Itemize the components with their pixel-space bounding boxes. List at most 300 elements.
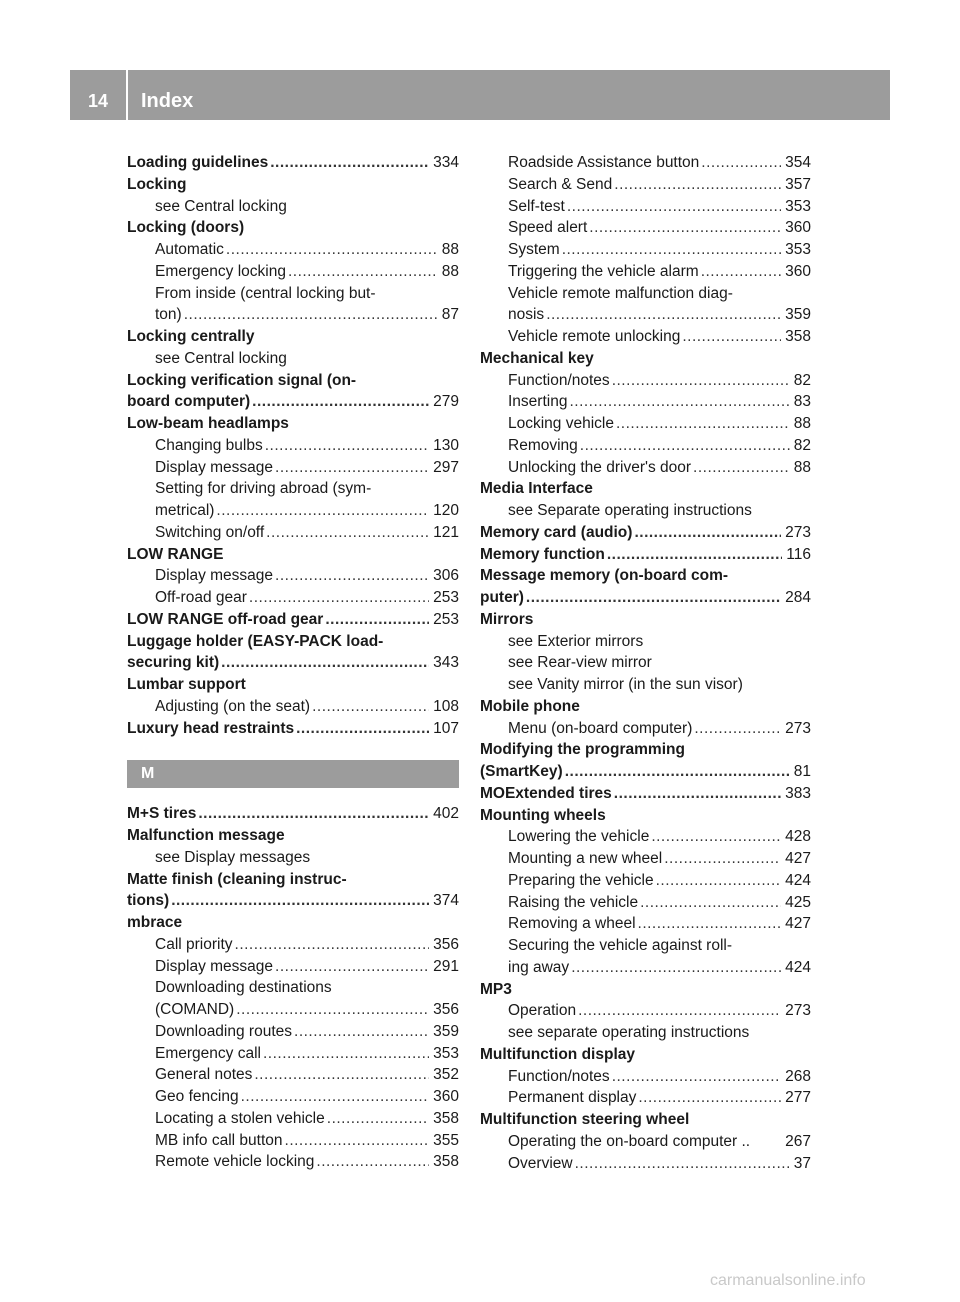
entry-text: LOW RANGE off-road gear bbox=[127, 610, 324, 628]
index-subentry bbox=[127, 565, 459, 587]
page-ref: 360 bbox=[433, 1088, 459, 1105]
index-subentry bbox=[127, 934, 459, 956]
leader-dots bbox=[184, 304, 438, 326]
page-header bbox=[70, 70, 890, 120]
leader-dots bbox=[254, 1064, 429, 1086]
leader-dots bbox=[651, 826, 781, 848]
page-ref: 253 bbox=[433, 610, 459, 628]
page-ref: 374 bbox=[433, 892, 459, 910]
index-entry bbox=[127, 652, 459, 674]
page-ref: 354 bbox=[785, 154, 811, 171]
index-subentry bbox=[480, 1000, 811, 1022]
index-subentry bbox=[127, 500, 459, 522]
page-ref: 356 bbox=[433, 935, 459, 953]
entry-text: see Display messages bbox=[155, 848, 311, 866]
index-subentry bbox=[480, 1022, 811, 1044]
entry-text: Display message bbox=[155, 957, 274, 975]
entry-text: Mobile phone bbox=[480, 697, 580, 715]
index-subentry bbox=[127, 196, 459, 218]
entry-text: Display message bbox=[155, 458, 274, 476]
entry-text: metrical) bbox=[155, 502, 215, 519]
page-ref: 353 bbox=[785, 197, 811, 215]
page-ref: 356 bbox=[433, 1001, 459, 1018]
entry-text: Vehicle remote unlocking bbox=[508, 328, 681, 345]
leader-dots bbox=[612, 370, 790, 392]
leader-dots bbox=[316, 1151, 429, 1173]
index-subentry bbox=[127, 1151, 459, 1173]
index-subentry bbox=[127, 261, 459, 283]
entry-text: Mechanical key bbox=[480, 349, 594, 367]
entry-text: see Central locking bbox=[155, 197, 287, 215]
index-subentry bbox=[127, 1043, 459, 1065]
entry-text: Speed alert bbox=[508, 219, 588, 237]
leader-dots bbox=[288, 261, 438, 283]
entry-text: Inserting bbox=[508, 393, 568, 411]
entry-text: Emergency call bbox=[155, 1044, 261, 1062]
leader-dots bbox=[221, 652, 429, 674]
entry-text: Geo fencing bbox=[155, 1088, 239, 1105]
entry-text: Removing a wheel bbox=[508, 915, 636, 933]
leader-dots bbox=[275, 956, 429, 978]
entry-text: Function/notes bbox=[508, 1067, 610, 1085]
entry-text: Triggering the vehicle alarm bbox=[508, 262, 699, 280]
leader-dots bbox=[701, 152, 781, 174]
index-subentry bbox=[127, 304, 459, 326]
index-subentry bbox=[480, 935, 811, 957]
entry-text: Operation bbox=[508, 1002, 577, 1020]
entry-text: General notes bbox=[155, 1066, 253, 1084]
page-ref: 273 bbox=[785, 719, 811, 737]
page-ref: 357 bbox=[785, 175, 811, 193]
index-entry bbox=[480, 522, 811, 544]
index-entry bbox=[480, 1109, 811, 1131]
index-entry bbox=[480, 805, 811, 827]
entry-text: MB info call button bbox=[155, 1131, 283, 1149]
leader-dots bbox=[198, 803, 429, 825]
page-ref: 120 bbox=[433, 502, 459, 519]
page-ref: 428 bbox=[785, 828, 811, 846]
page-ref: 297 bbox=[433, 458, 459, 476]
entry-text: Modifying the programming bbox=[480, 741, 685, 759]
index-list-l bbox=[127, 152, 459, 739]
index-subentry bbox=[480, 261, 811, 283]
leader-dots bbox=[546, 304, 781, 326]
leader-dots bbox=[296, 718, 429, 740]
entry-text: Downloading destinations bbox=[155, 979, 332, 997]
entry-text: System bbox=[508, 241, 560, 258]
page-ref: 83 bbox=[793, 393, 811, 411]
page-ref: 88 bbox=[441, 241, 459, 258]
page-ref: 358 bbox=[433, 1109, 459, 1127]
page-ref: 279 bbox=[433, 393, 459, 411]
index-subentry bbox=[480, 674, 811, 696]
entry-text: Malfunction message bbox=[127, 827, 285, 844]
index-entry bbox=[127, 609, 459, 631]
page-ref: 427 bbox=[785, 915, 811, 933]
leader-dots bbox=[682, 326, 781, 348]
index-subentry bbox=[127, 999, 459, 1021]
page-ref: 130 bbox=[433, 436, 459, 454]
leader-dots bbox=[694, 718, 781, 740]
entry-text: Mirrors bbox=[480, 610, 534, 628]
page-ref: 353 bbox=[433, 1044, 459, 1062]
leader-dots bbox=[216, 500, 429, 522]
index-entry bbox=[480, 348, 811, 370]
page-ref: 277 bbox=[785, 1089, 811, 1107]
index-subentry bbox=[480, 391, 811, 413]
index-entry bbox=[127, 217, 459, 239]
entry-text: ton) bbox=[155, 306, 182, 324]
page-ref: 87 bbox=[441, 306, 459, 324]
entry-text: Locking bbox=[127, 175, 187, 193]
leader-dots bbox=[266, 522, 429, 544]
entry-text: Lumbar support bbox=[127, 676, 246, 693]
index-subentry bbox=[480, 631, 811, 653]
entry-text: board computer) bbox=[127, 393, 251, 411]
index-entry bbox=[480, 565, 811, 587]
entry-text: Multifunction display bbox=[480, 1045, 635, 1063]
entry-text: Display message bbox=[155, 567, 274, 585]
page-ref: 267 bbox=[785, 1132, 811, 1150]
entry-text: Locking (doors) bbox=[127, 219, 245, 237]
entry-text: Overview bbox=[508, 1154, 573, 1172]
entry-text: see Rear-view mirror bbox=[508, 654, 652, 672]
page-ref: 355 bbox=[433, 1131, 459, 1149]
page-ref: 88 bbox=[793, 458, 811, 476]
index-subentry bbox=[127, 1108, 459, 1130]
index-subentry bbox=[480, 435, 811, 457]
index-subentry bbox=[127, 435, 459, 457]
index-entry bbox=[127, 890, 459, 912]
entry-text: Removing bbox=[508, 436, 578, 454]
index-entry bbox=[127, 370, 459, 392]
entry-text: LOW RANGE bbox=[127, 545, 224, 563]
entry-text: nosis bbox=[508, 306, 545, 324]
page-ref: 358 bbox=[433, 1153, 459, 1171]
page-ref: 424 bbox=[785, 871, 811, 889]
page-ref: 253 bbox=[433, 589, 459, 606]
page-ref: 88 bbox=[793, 415, 811, 432]
leader-dots bbox=[701, 261, 781, 283]
leader-dots bbox=[252, 391, 429, 413]
leader-dots bbox=[656, 870, 782, 892]
page-ref: 273 bbox=[785, 523, 811, 541]
leader-dots bbox=[562, 239, 781, 261]
entry-text: Emergency locking bbox=[155, 262, 286, 280]
page-ref: 121 bbox=[433, 523, 459, 541]
leader-dots bbox=[249, 587, 429, 609]
leader-dots bbox=[312, 696, 429, 718]
index-subentry bbox=[480, 957, 811, 979]
leader-dots bbox=[638, 1087, 781, 1109]
index-subentry bbox=[480, 1153, 811, 1175]
header-divider bbox=[126, 70, 128, 120]
entry-text: Function/notes bbox=[508, 371, 610, 389]
page-ref: 82 bbox=[793, 436, 811, 454]
index-subentry bbox=[127, 956, 459, 978]
entry-text: see Central locking bbox=[155, 349, 287, 367]
entry-text: Loading guidelines bbox=[127, 154, 269, 171]
index-subentry bbox=[480, 826, 811, 848]
entry-text: Locking vehicle bbox=[508, 415, 614, 432]
entry-text: mbrace bbox=[127, 914, 183, 931]
leader-dots bbox=[634, 522, 781, 544]
index-subentry bbox=[480, 196, 811, 218]
entry-text: see Separate operating instructions bbox=[508, 502, 752, 519]
leader-dots bbox=[664, 848, 781, 870]
entry-text: Lowering the vehicle bbox=[508, 828, 650, 846]
page-ref: 424 bbox=[785, 958, 811, 976]
index-column-right bbox=[480, 152, 811, 1174]
index-subentry bbox=[127, 1086, 459, 1108]
leader-dots bbox=[171, 890, 429, 912]
index-entry bbox=[127, 912, 459, 934]
leader-dots bbox=[327, 1108, 429, 1130]
index-subentry bbox=[127, 239, 459, 261]
index-entry bbox=[480, 761, 811, 783]
leader-dots bbox=[241, 1086, 430, 1108]
index-subentry bbox=[480, 1087, 811, 1109]
index-entry bbox=[480, 587, 811, 609]
page-number: 14 bbox=[87, 91, 109, 111]
index-subentry bbox=[480, 283, 811, 305]
entry-text: Multifunction steering wheel bbox=[480, 1111, 690, 1128]
page-ref: 402 bbox=[433, 805, 459, 823]
entry-text: puter) bbox=[480, 589, 524, 606]
index-subentry bbox=[127, 1130, 459, 1152]
entry-text: MP3 bbox=[480, 980, 512, 998]
leader-dots bbox=[263, 1043, 429, 1065]
page-ref: 359 bbox=[785, 306, 811, 324]
index-entry bbox=[480, 478, 811, 500]
leader-dots bbox=[616, 413, 790, 435]
page-ref: 334 bbox=[433, 154, 459, 171]
leader-dots bbox=[614, 783, 781, 805]
page-ref: 107 bbox=[433, 719, 459, 737]
entry-text: Vehicle remote malfunction diag- bbox=[508, 284, 733, 302]
leader-dots bbox=[693, 457, 790, 479]
leader-dots bbox=[571, 957, 781, 979]
index-subentry bbox=[127, 977, 459, 999]
index-subentry bbox=[127, 283, 459, 305]
leader-dots bbox=[575, 1153, 790, 1175]
index-entry bbox=[127, 825, 459, 847]
entry-text: securing kit) bbox=[127, 654, 220, 672]
leader-dots bbox=[265, 435, 429, 457]
page-ref: 427 bbox=[785, 850, 811, 867]
page-ref: 353 bbox=[785, 241, 811, 258]
index-subentry bbox=[480, 1131, 811, 1153]
index-entry bbox=[127, 326, 459, 348]
page-ref: 383 bbox=[785, 784, 811, 802]
index-subentry bbox=[480, 500, 811, 522]
leader-dots bbox=[275, 565, 429, 587]
entry-text: Locating a stolen vehicle bbox=[155, 1109, 325, 1127]
index-entry bbox=[480, 1044, 811, 1066]
entry-text: Memory function bbox=[480, 545, 605, 563]
index-subentry bbox=[480, 413, 811, 435]
entry-text: MOExtended tires bbox=[480, 784, 612, 802]
index-entry bbox=[480, 979, 811, 1001]
leader-dots bbox=[569, 391, 789, 413]
index-entry bbox=[127, 869, 459, 891]
page-ref: 37 bbox=[793, 1154, 811, 1172]
index-entry bbox=[480, 609, 811, 631]
entry-text: Locking centrally bbox=[127, 328, 255, 345]
entry-text: Off-road gear bbox=[155, 589, 247, 606]
section-header-m: M bbox=[127, 760, 459, 788]
leader-dots bbox=[294, 1021, 429, 1043]
page-ref: 358 bbox=[785, 328, 811, 345]
index-subentry bbox=[127, 847, 459, 869]
entry-text: M+S tires bbox=[127, 805, 197, 823]
page-ref: 343 bbox=[433, 654, 459, 672]
entry-text: Operating the on-board computer .. bbox=[508, 1132, 751, 1150]
entry-text: tions) bbox=[127, 892, 170, 910]
leader-dots bbox=[275, 457, 429, 479]
index-entry bbox=[480, 544, 811, 566]
entry-text: Automatic bbox=[155, 241, 224, 258]
index-subentry bbox=[480, 304, 811, 326]
index-subentry bbox=[480, 892, 811, 914]
index-subentry bbox=[480, 217, 811, 239]
page-ref: 425 bbox=[785, 893, 811, 911]
page-ref: 268 bbox=[785, 1067, 811, 1085]
index-entry bbox=[480, 783, 811, 805]
index-entry bbox=[127, 544, 459, 566]
index-subentry bbox=[127, 1021, 459, 1043]
leader-dots bbox=[270, 152, 429, 174]
entry-text: From inside (central locking but- bbox=[155, 284, 376, 302]
entry-text: see Exterior mirrors bbox=[508, 632, 644, 650]
leader-dots bbox=[285, 1130, 430, 1152]
index-subentry bbox=[480, 152, 811, 174]
entry-text: Mounting wheels bbox=[480, 806, 606, 824]
page-ref: 273 bbox=[785, 1002, 811, 1020]
leader-dots bbox=[638, 913, 782, 935]
entry-text: Switching on/off bbox=[155, 523, 265, 541]
page-ref: 360 bbox=[785, 262, 811, 280]
index-subentry bbox=[480, 870, 811, 892]
entry-text: Permanent display bbox=[508, 1089, 637, 1107]
page-ref: 82 bbox=[793, 371, 811, 389]
index-subentry bbox=[127, 457, 459, 479]
entry-text: Luggage holder (EASY-PACK load- bbox=[127, 632, 384, 650]
index-subentry bbox=[480, 848, 811, 870]
index-subentry bbox=[127, 348, 459, 370]
entry-text: Preparing the vehicle bbox=[508, 871, 654, 889]
index-list-m-continued bbox=[480, 152, 811, 1174]
index-subentry bbox=[480, 457, 811, 479]
leader-dots bbox=[567, 196, 781, 218]
index-subentry bbox=[127, 1064, 459, 1086]
index-entry bbox=[127, 174, 459, 196]
entry-text: Call priority bbox=[155, 935, 233, 953]
leader-dots bbox=[325, 609, 429, 631]
entry-text: Mounting a new wheel bbox=[508, 850, 663, 867]
index-entry bbox=[127, 718, 459, 740]
entry-text: Matte finish (cleaning instruc- bbox=[127, 870, 347, 888]
leader-dots bbox=[565, 761, 790, 783]
leader-dots bbox=[235, 934, 430, 956]
leader-dots bbox=[226, 239, 438, 261]
entry-text: Locking verification signal (on- bbox=[127, 371, 357, 389]
index-entry bbox=[480, 696, 811, 718]
page-ref: 359 bbox=[433, 1022, 459, 1040]
index-subentry bbox=[480, 174, 811, 196]
index-subentry bbox=[480, 718, 811, 740]
entry-text: Unlocking the driver's door bbox=[508, 458, 692, 476]
page-ref: 116 bbox=[786, 545, 811, 563]
index-column-left bbox=[127, 152, 459, 1173]
entry-text: Downloading routes bbox=[155, 1022, 293, 1040]
leader-dots bbox=[612, 1066, 781, 1088]
entry-text: Menu (on-board computer) bbox=[508, 719, 693, 737]
watermark: carmanualsonline.info bbox=[710, 1272, 866, 1289]
index-subentry bbox=[480, 326, 811, 348]
entry-text: (COMAND) bbox=[155, 1001, 235, 1018]
entry-text: Securing the vehicle against roll- bbox=[508, 937, 733, 954]
entry-text: Low-beam headlamps bbox=[127, 415, 289, 432]
index-entry bbox=[480, 739, 811, 761]
page-title: Index bbox=[141, 90, 194, 112]
index-subentry bbox=[480, 1066, 811, 1088]
index-entry bbox=[127, 152, 459, 174]
leader-dots bbox=[526, 587, 781, 609]
index-subentry bbox=[480, 652, 811, 674]
entry-text: see separate operating instructions bbox=[508, 1024, 750, 1041]
entry-text: ing away bbox=[508, 958, 570, 976]
entry-text: Raising the vehicle bbox=[508, 893, 639, 911]
page-ref: 352 bbox=[433, 1066, 459, 1084]
index-list-m bbox=[127, 803, 459, 1173]
index-subentry bbox=[480, 370, 811, 392]
index-entry bbox=[127, 803, 459, 825]
page-ref: 88 bbox=[441, 262, 459, 280]
entry-text: Roadside Assistance button bbox=[508, 154, 700, 171]
leader-dots bbox=[589, 217, 781, 239]
leader-dots bbox=[580, 435, 790, 457]
entry-text: Remote vehicle locking bbox=[155, 1153, 315, 1171]
leader-dots bbox=[614, 174, 781, 196]
index-subentry bbox=[127, 522, 459, 544]
index-entry bbox=[127, 631, 459, 653]
leader-dots bbox=[607, 544, 782, 566]
index-entry bbox=[127, 674, 459, 696]
entry-text: Search & Send bbox=[508, 175, 613, 193]
page-ref: 306 bbox=[433, 567, 459, 585]
page-ref: 108 bbox=[433, 697, 459, 715]
entry-text: Message memory (on-board com- bbox=[480, 567, 729, 585]
leader-dots bbox=[578, 1000, 781, 1022]
page-ref: 360 bbox=[785, 219, 811, 237]
entry-text: see Vanity mirror (in the sun visor) bbox=[508, 676, 743, 693]
index-entry bbox=[127, 391, 459, 413]
entry-text: Media Interface bbox=[480, 480, 593, 498]
page-ref: 284 bbox=[785, 589, 811, 606]
entry-text: (SmartKey) bbox=[480, 763, 563, 780]
entry-text: Luxury head restraints bbox=[127, 719, 295, 737]
index-subentry bbox=[127, 478, 459, 500]
index-entry bbox=[127, 413, 459, 435]
index-subentry bbox=[127, 696, 459, 718]
page-ref: 81 bbox=[793, 763, 811, 780]
entry-text: Setting for driving abroad (sym- bbox=[155, 480, 372, 498]
leader-dots bbox=[640, 892, 781, 914]
entry-text: Adjusting (on the seat) bbox=[155, 697, 311, 715]
index-subentry bbox=[480, 239, 811, 261]
page-ref: 291 bbox=[433, 957, 459, 975]
